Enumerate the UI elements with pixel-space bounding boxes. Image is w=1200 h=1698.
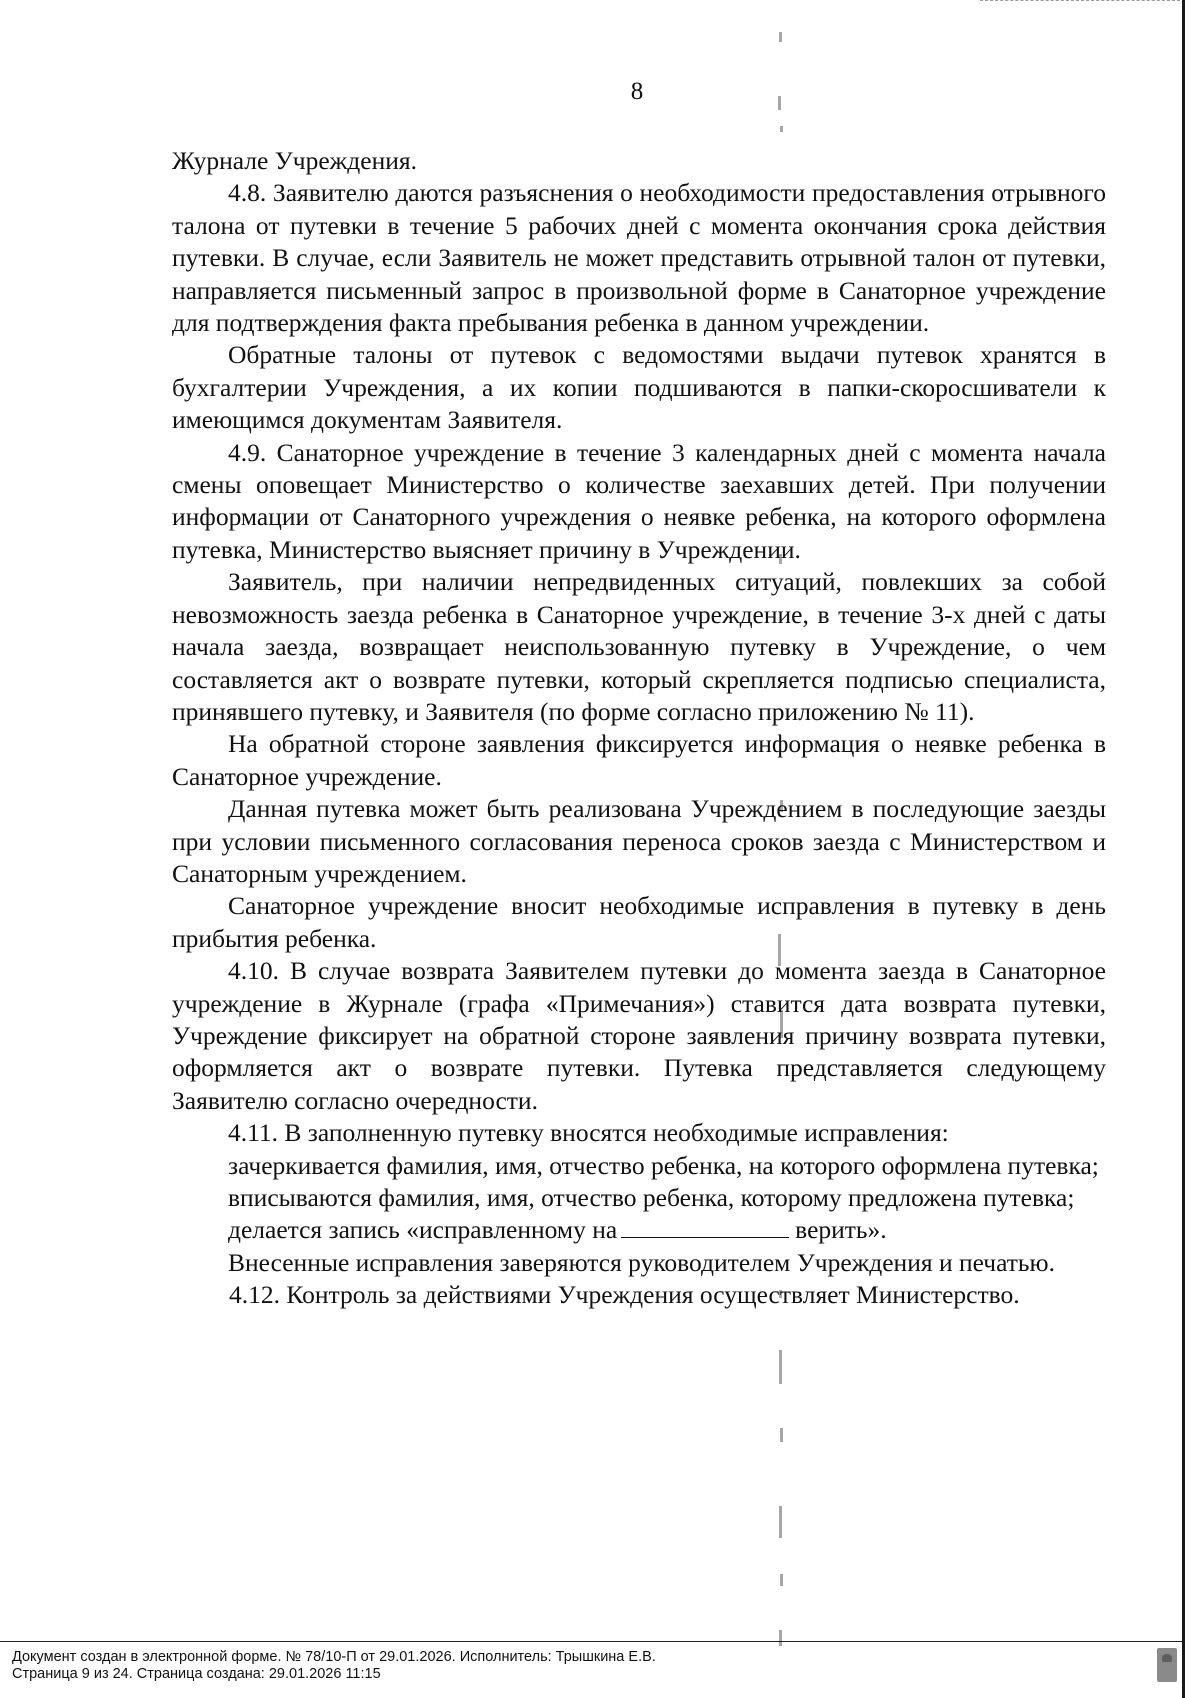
paragraph-4-8: 4.8. Заявителю даются разъяснения о необходимости предоставления отрывного талона от путевки в течение 5 рабочих дней с момента окончания срока действия путевки. В случае, если Заявитель не может представить отрывной талон от путевки, направляется письменный запрос в произвольной форме в Санаторное учреждение для подтверждения факта пребывания ребенка в данном учреждении. [172, 178, 1106, 338]
scan-right-border [1182, 0, 1185, 1698]
document-footer [12, 1649, 656, 1683]
paragraph-certification: Внесенные исправления заверяются руководителем Учреждения и печатью. [228, 1247, 1055, 1277]
paragraph-4-12: 4.12. Контроль за действиями Учреждения осуществляет Министерство. [229, 1280, 1020, 1310]
paragraph-reverse-side: На обратной стороне заявления фиксируется информация о неявке ребенка в Санаторное учреждение. [172, 729, 1106, 791]
correction-text-before: делается запись «исправленному на [228, 1215, 618, 1245]
paragraph-journal: Журнале Учреждения. [172, 146, 417, 175]
paragraph-applicant-return: Заявитель, при наличии непредвиденных ситуаций, повлекших за собой невозможность заезда ребенка в Санаторное учреждение, в течение 3-х дней с даты начала заезда, возвращает неиспользованную путевку в Учреждение, о чем составляется акт о возврате путевки, который скрепляется подписью специалиста, принявшего путевку, и Заявителя (по форме согласно приложению № 11). [172, 567, 1106, 726]
paragraph-sanatorium-corrections: Санаторное учреждение вносит необходимые исправления в путевку в день прибытия ребенка. [172, 891, 1106, 953]
paragraph-4-10: 4.10. В случае возврата Заявителем путевки до момента заезда в Санаторное учреждение в Журнале (графа «Примечания») ставится дата возврата путевки, Учреждение фиксирует на обратной стороне заявления причину возврата путевки, оформляется акт о возврате путевки. Путевка представляется следующему Заявителю согласно очередности. [172, 956, 1106, 1115]
paragraph-correction-record [172, 1214, 1106, 1246]
paragraph-4-9: 4.9. Санаторное учреждение в течение 3 календарных дней с момента начала смены оповещает Министерство о количестве заехавших детей. При получении информации от Санаторного учреждения о неявке ребенка, на которого оформлена путевка, Министерство выясняет причину в Учреждении. [172, 437, 1106, 564]
document-body [172, 145, 1106, 1312]
paragraph-4-11: 4.11. В заполненную путевку вносятся необходимые исправления: [228, 1118, 949, 1148]
paragraph-strike-name: зачеркивается фамилия, имя, отчество ребенка, на которого оформлена путевка; [228, 1150, 1099, 1180]
footer-page-info: Страница 9 из 24. Страница создана: 29.01.2026 11:15 [12, 1666, 381, 1682]
scan-top-edge [980, 0, 1180, 3]
paragraph-return-coupons: Обратные талоны от путевок с ведомостями выдачи путевок хранятся в бухгалтерии Учреждения, а их копии подшиваются в папки-скоросшиватели к имеющимся документам Заявителя. [172, 340, 1106, 435]
footer-divider [0, 1641, 1182, 1642]
footer-document-info: Документ создан в электронной форме. № 78/10-П от 29.01.2026. Исполнитель: Трышкина Е.В. [12, 1649, 656, 1665]
paragraph-write-name: вписываются фамилия, имя, отчество ребенка, которому предложена путевка; [228, 1183, 1075, 1212]
coat-of-arms-icon [1157, 1648, 1177, 1682]
paragraph-voucher-reuse: Данная путевка может быть реализована Учреждением в последующие заезды при условии письменного согласования переноса сроков заезда с Министерством и Санаторным учреждением. [172, 794, 1106, 888]
page-number: 8 [630, 78, 644, 105]
correction-text-after: верить». [795, 1215, 887, 1245]
correction-blank-line [621, 1215, 789, 1238]
